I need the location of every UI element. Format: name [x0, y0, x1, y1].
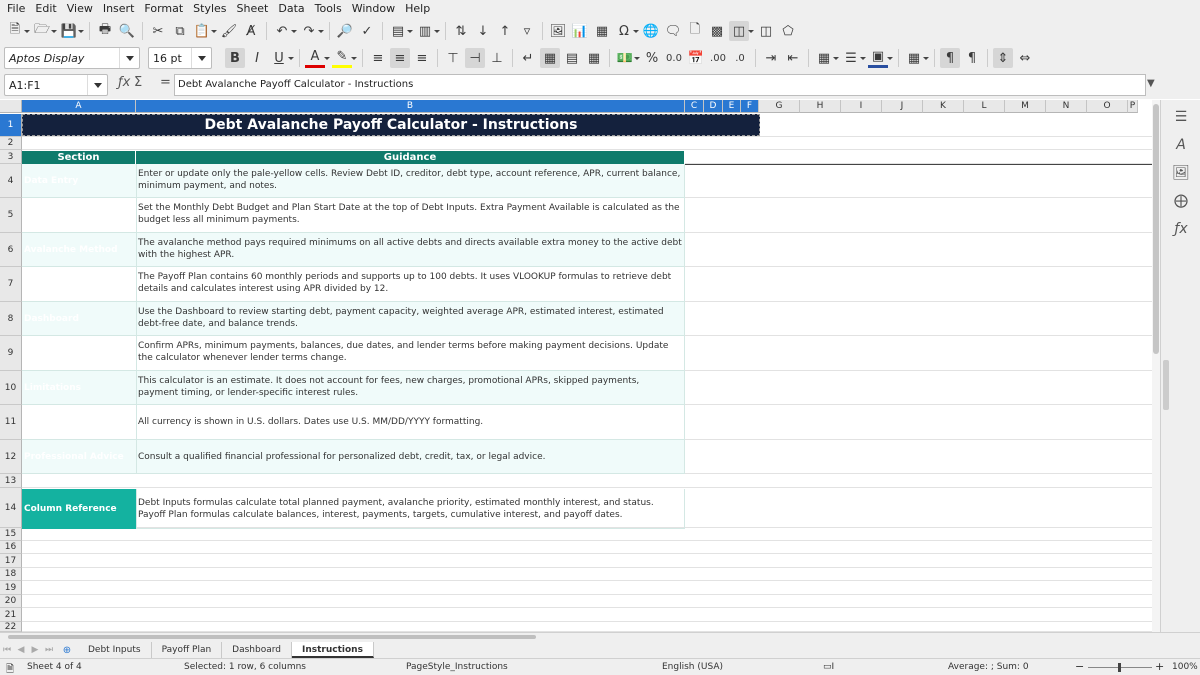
row-grid-line	[22, 553, 1152, 554]
highlight-color-icon[interactable]: ✎	[332, 48, 352, 68]
sheet-tabs	[0, 641, 374, 659]
section-cell[interactable]: Formatting	[22, 405, 136, 440]
guidance-header[interactable]: Guidance	[136, 151, 685, 164]
row-header-13[interactable]: 13	[0, 474, 22, 488]
freeze-rows-columns-icon[interactable]: ◫	[729, 21, 749, 41]
show-draw-functions-icon[interactable]: ⬠	[782, 23, 794, 39]
row-header-12[interactable]: 12	[0, 440, 22, 474]
print-icon[interactable]: 🖶	[98, 22, 112, 37]
cell-grid[interactable]	[0, 100, 1152, 632]
column-header-f[interactable]: F	[741, 100, 759, 113]
guidance-cell[interactable]: The Payoff Plan contains 60 monthly periods and supports up to 100 debts. It uses VLOOKUP formulas to retrieve debt details and calculates interest using APR divided by 12.	[136, 267, 685, 302]
page-break-line	[685, 164, 1152, 165]
number-format-icon[interactable]: 0.0	[666, 52, 682, 64]
text-direction-ltr-icon[interactable]: ¶	[940, 48, 960, 68]
toolbar-separator	[808, 49, 809, 67]
undo-icon[interactable]: ↶	[272, 21, 292, 41]
tab-payoff-plan[interactable]: Payoff Plan	[152, 642, 223, 658]
vertical-scroll-thumb[interactable]	[1153, 104, 1159, 354]
row-header-3[interactable]: 3	[0, 150, 22, 164]
row-header-4[interactable]: 4	[0, 164, 22, 198]
column-header-d[interactable]: D	[704, 100, 723, 113]
copy-icon[interactable]: ⧉	[175, 23, 185, 39]
merge-cells-icon[interactable]: ▤	[565, 50, 579, 66]
name-box-value: A1:F1	[9, 78, 41, 92]
menu-edit[interactable]: Edit	[35, 2, 57, 15]
title-cell[interactable]: Debt Avalanche Payoff Calculator - Instructions	[22, 114, 760, 136]
borders-icon[interactable]: ▦	[814, 48, 834, 68]
add-sheet-icon[interactable]: ⊕	[62, 644, 72, 656]
column-header-i[interactable]: I	[841, 100, 882, 113]
row-grid-line	[22, 607, 1152, 608]
guidance-cell[interactable]: Use the Dashboard to review starting debt, payment capacity, weighted average APR, estimated interest, estimated debt-free date, and balance trends.	[136, 302, 685, 336]
column-header-o[interactable]: O	[1087, 100, 1128, 113]
properties-icon[interactable]: ☰	[1174, 109, 1188, 125]
column-header-l[interactable]: L	[964, 100, 1005, 113]
menu-format[interactable]: Format	[144, 2, 184, 15]
define-print-area-icon[interactable]: ▩	[710, 23, 724, 39]
hyperlink-icon[interactable]: 🌐	[642, 23, 660, 39]
sum-icon[interactable]: Σ	[134, 75, 143, 90]
language[interactable]: English (USA)	[662, 662, 724, 672]
row-header-9[interactable]: 9	[0, 336, 22, 371]
zoom-out-icon[interactable]: −	[1075, 660, 1085, 673]
row-header-20[interactable]: 20	[0, 595, 22, 608]
column-header-a[interactable]: A	[22, 100, 136, 113]
formula-icon[interactable]: =	[160, 75, 171, 90]
row-grid-line	[22, 136, 1152, 137]
column-header-p[interactable]: P	[1128, 100, 1138, 113]
page-style[interactable]: PageStyle_Instructions	[406, 662, 508, 672]
formula-bar	[0, 71, 1200, 99]
paste-icon[interactable]: 📋	[192, 21, 212, 41]
function-wizard-icon[interactable]: ƒx	[118, 75, 131, 90]
chevron-down-icon[interactable]	[191, 48, 211, 68]
conditional-format-icon[interactable]: ▦	[904, 48, 924, 68]
text-direction-rtl-icon[interactable]: ¶	[967, 50, 977, 66]
align-right-icon[interactable]: ≡	[416, 50, 428, 66]
first-sheet-icon[interactable]: ⏮	[2, 645, 12, 655]
menu-bar	[0, 0, 1200, 17]
align-top-icon[interactable]: ⊤	[447, 50, 459, 66]
column-header-m[interactable]: M	[1005, 100, 1046, 113]
expand-formula-icon[interactable]: ▼	[1147, 78, 1155, 89]
row-grid-line	[22, 540, 1152, 541]
column-header-e[interactable]: E	[723, 100, 741, 113]
bold-icon[interactable]: B	[225, 48, 245, 68]
row-header-7[interactable]: 7	[0, 267, 22, 302]
row-header-10[interactable]: 10	[0, 371, 22, 405]
border-style-icon[interactable]: ☰	[841, 48, 861, 68]
merge-center-icon[interactable]: ▦	[540, 48, 560, 68]
column-header-c[interactable]: C	[685, 100, 704, 113]
standard-toolbar	[0, 17, 1200, 45]
sidebar-collapse-handle[interactable]	[1163, 360, 1169, 410]
percent-format-icon[interactable]: %	[645, 50, 659, 66]
section-cell[interactable]: Payoff Plan	[22, 267, 136, 302]
font-name-value: Aptos Display	[9, 51, 85, 65]
toolbar-separator	[89, 22, 90, 40]
column-header-n[interactable]: N	[1046, 100, 1087, 113]
align-center-icon[interactable]: ≡	[390, 48, 410, 68]
row-icon[interactable]: ▤	[388, 21, 408, 41]
redo-icon[interactable]: ↷	[299, 21, 319, 41]
section-cell[interactable]: Budget Setup	[22, 198, 136, 233]
menu-styles[interactable]: Styles	[193, 2, 227, 15]
row-header-22[interactable]: 22	[0, 622, 22, 632]
cut-icon[interactable]: ✂	[152, 23, 164, 39]
align-left-icon[interactable]: ≡	[372, 50, 384, 66]
toolbar-separator	[362, 49, 363, 67]
column-header-k[interactable]: K	[923, 100, 964, 113]
column-header-g[interactable]: G	[759, 100, 800, 113]
sum-info[interactable]: Average: ; Sum: 0	[948, 662, 1029, 672]
horizontal-text-icon[interactable]: ⇔	[1019, 50, 1031, 66]
row-header-2[interactable]: 2	[0, 137, 22, 150]
name-box[interactable]	[4, 74, 108, 96]
row-header-15[interactable]: 15	[0, 528, 22, 541]
navigator-icon[interactable]: ⨁	[1174, 193, 1188, 209]
next-sheet-icon[interactable]: ▶	[31, 645, 39, 655]
sort-descending-icon[interactable]: ↑	[499, 23, 511, 39]
zoom-slider[interactable]	[1088, 667, 1152, 668]
section-cell[interactable]: Limitations	[22, 371, 136, 405]
increase-indent-icon[interactable]: ⇥	[765, 50, 777, 66]
border-color-icon[interactable]: ▣	[868, 48, 888, 68]
row-grid-line	[22, 621, 1152, 622]
last-sheet-icon[interactable]: ⏭	[44, 645, 54, 655]
column-icon[interactable]: ▥	[415, 21, 435, 41]
toolbar-separator	[898, 49, 899, 67]
guidance-cell[interactable]: This calculator is an estimate. It does not account for fees, new charges, promotional APRs, skipped payments, payment timing, or lender-specific interest rules.	[136, 371, 685, 405]
row-grid-line	[22, 594, 1152, 595]
underline-icon[interactable]: U	[269, 48, 289, 68]
date-format-icon[interactable]: 📅	[687, 50, 705, 66]
font-name-box[interactable]	[4, 47, 140, 69]
select-all-corner[interactable]	[0, 100, 22, 113]
row-header-21[interactable]: 21	[0, 608, 22, 622]
gallery-icon[interactable]: 🖼	[1172, 165, 1190, 181]
horizontal-scrollbar[interactable]	[0, 633, 1152, 641]
menu-file[interactable]: File	[7, 2, 26, 15]
guidance-cell[interactable]: Set the Monthly Debt Budget and Plan Start Date at the top of Debt Inputs. Extra Payment Available is calculated as the budget less all minimum payments.	[136, 198, 685, 233]
zoom-in-icon[interactable]: +	[1155, 660, 1165, 673]
row-header-14[interactable]: 14	[0, 488, 22, 528]
font-size-box[interactable]	[148, 47, 212, 69]
row-header-1[interactable]: 1	[0, 114, 22, 137]
toolbar-separator	[512, 49, 513, 67]
column-reference-guidance[interactable]: Debt Inputs formulas calculate total planned payment, avalanche priority, estimated monthly interest, and status. Payoff Plan formulas calculate balances, interest, payments, targets, cumulative interest, and payoff dates.	[136, 489, 685, 529]
tab-debt-inputs[interactable]: Debt Inputs	[78, 642, 152, 658]
spelling-icon[interactable]: ✓	[361, 23, 373, 39]
selection-info: Selected: 1 row, 6 columns	[184, 662, 306, 672]
section-cell[interactable]: Professional Advice	[22, 440, 136, 474]
toolbar-separator	[609, 49, 610, 67]
toolbar-separator	[934, 49, 935, 67]
sheet-tab-bar	[0, 632, 1200, 658]
new-document-icon[interactable]: 🗎	[5, 21, 25, 41]
toolbar-separator	[437, 49, 438, 67]
chevron-down-icon[interactable]	[87, 75, 107, 95]
row-grid-line	[22, 149, 1152, 150]
menu-window[interactable]: Window	[351, 2, 396, 15]
column-header-j[interactable]: J	[882, 100, 923, 113]
tab-instructions[interactable]: Instructions	[292, 642, 374, 658]
status-bar	[0, 658, 1200, 675]
column-header-b[interactable]: B	[136, 100, 685, 113]
vertical-scrollbar[interactable]	[1152, 100, 1160, 632]
section-cell[interactable]: Avalanche Method	[22, 233, 136, 267]
print-preview-icon[interactable]: 🔍	[118, 23, 136, 39]
guidance-cell[interactable]: Enter or update only the pale-yellow cells. Review Debt ID, creditor, debt type, account reference, APR, current balance, minimum payment, and notes.	[136, 164, 685, 198]
header-footer-icon[interactable]: 🗋	[689, 22, 701, 37]
row-header-18[interactable]: 18	[0, 568, 22, 581]
special-character-icon[interactable]: Ω	[614, 21, 634, 41]
align-bottom-icon[interactable]: ⊥	[491, 50, 503, 66]
sort-icon[interactable]: ⇅	[455, 23, 467, 39]
toolbar-separator	[445, 22, 446, 40]
save-icon[interactable]: 💾	[59, 21, 79, 41]
row-grid-line	[22, 487, 1152, 488]
section-cell[interactable]: Dashboard	[22, 302, 136, 336]
row-grid-line	[22, 567, 1152, 568]
toolbar-separator	[542, 22, 543, 40]
delete-decimal-icon[interactable]: .0	[735, 52, 745, 64]
row-header-11[interactable]: 11	[0, 405, 22, 440]
insert-image-icon[interactable]: 🖼	[549, 23, 567, 39]
column-header-h[interactable]: H	[800, 100, 841, 113]
decrease-indent-icon[interactable]: ⇤	[787, 50, 799, 66]
row-header-5[interactable]: 5	[0, 198, 22, 233]
prev-sheet-icon[interactable]: ◀	[17, 645, 25, 655]
row-header-17[interactable]: 17	[0, 554, 22, 568]
insert-chart-icon[interactable]: 📊	[571, 23, 589, 39]
clone-formatting-icon[interactable]: 🖌	[220, 23, 238, 39]
sidebar-deck	[1160, 100, 1200, 632]
functions-icon[interactable]: ƒx	[1174, 221, 1188, 237]
menu-insert[interactable]: Insert	[102, 2, 135, 15]
row-header-6[interactable]: 6	[0, 233, 22, 267]
align-middle-icon[interactable]: ⊣	[465, 48, 485, 68]
toolbar-separator	[266, 22, 267, 40]
currency-format-icon[interactable]: 💵	[615, 48, 635, 68]
italic-icon[interactable]: I	[255, 50, 259, 66]
pivot-table-icon[interactable]: ▦	[595, 23, 609, 39]
comment-icon[interactable]: 🗨	[664, 23, 682, 39]
menu-sheet[interactable]: Sheet	[236, 2, 269, 15]
formatting-toolbar	[0, 45, 1200, 71]
guidance-cell[interactable]: Consult a qualified financial professional for personalized debt, credit, tax, or legal advice.	[136, 440, 685, 474]
vertical-text-icon[interactable]: ⇕	[993, 48, 1013, 68]
section-cell[interactable]: Data Entry	[22, 164, 136, 198]
menu-help[interactable]: Help	[405, 2, 431, 15]
autofilter-icon[interactable]: ▿	[523, 23, 531, 39]
row-grid-line	[22, 580, 1152, 581]
chevron-down-icon[interactable]	[119, 48, 139, 68]
document-status-icon: 🗎	[6, 664, 15, 675]
zoom-slider-knob[interactable]	[1118, 663, 1121, 672]
toolbar-separator	[142, 22, 143, 40]
find-replace-icon[interactable]: 🔎	[336, 23, 354, 39]
section-header[interactable]: Section	[22, 151, 136, 164]
guidance-cell[interactable]: All currency is shown in U.S. dollars. Dates use U.S. MM/DD/YYYY formatting.	[136, 405, 685, 440]
horizontal-scroll-thumb[interactable]	[8, 635, 536, 639]
sheet-position: Sheet 4 of 4	[27, 662, 82, 672]
guidance-cell[interactable]: The avalanche method pays required minimums on all active debts and directs available extra money to the active debt with the highest APR.	[136, 233, 685, 267]
row-header-8[interactable]: 8	[0, 302, 22, 336]
menu-data[interactable]: Data	[278, 2, 305, 15]
wrap-text-icon[interactable]: ↵	[522, 50, 534, 66]
section-cell[interactable]: Verification	[22, 336, 136, 371]
add-decimal-icon[interactable]: .00	[710, 52, 726, 64]
menu-view[interactable]: View	[66, 2, 93, 15]
row-header-19[interactable]: 19	[0, 581, 22, 595]
clear-formatting-icon[interactable]: A̸	[246, 23, 256, 39]
styles-icon[interactable]: A	[1176, 137, 1186, 153]
font-size-value: 16 pt	[153, 51, 182, 65]
guidance-cell[interactable]: Confirm APRs, minimum payments, balances, due dates, and lender terms before making payment decisions. Update the calculator whenever lender terms change.	[136, 336, 685, 371]
menu-tools[interactable]: Tools	[314, 2, 342, 15]
split-window-icon[interactable]: ◫	[759, 23, 773, 39]
column-reference-label[interactable]: Column Reference	[22, 489, 136, 529]
formula-input[interactable]: Debt Avalanche Payoff Calculator - Instructions	[174, 74, 1146, 96]
sort-ascending-icon[interactable]: ↓	[477, 23, 489, 39]
font-color-icon[interactable]: A	[305, 48, 325, 68]
unmerge-cells-icon[interactable]: ▦	[587, 50, 601, 66]
selection-mode-icon[interactable]: ▭I	[823, 662, 835, 672]
zoom-level[interactable]: 100%	[1172, 662, 1198, 672]
toolbar-separator	[987, 49, 988, 67]
toolbar-separator	[329, 22, 330, 40]
toolbar-separator	[299, 49, 300, 67]
open-folder-icon[interactable]: 🗁	[32, 21, 52, 41]
tab-dashboard[interactable]: Dashboard	[222, 642, 292, 658]
toolbar-separator	[755, 49, 756, 67]
row-header-16[interactable]: 16	[0, 541, 22, 554]
toolbar-separator	[382, 22, 383, 40]
